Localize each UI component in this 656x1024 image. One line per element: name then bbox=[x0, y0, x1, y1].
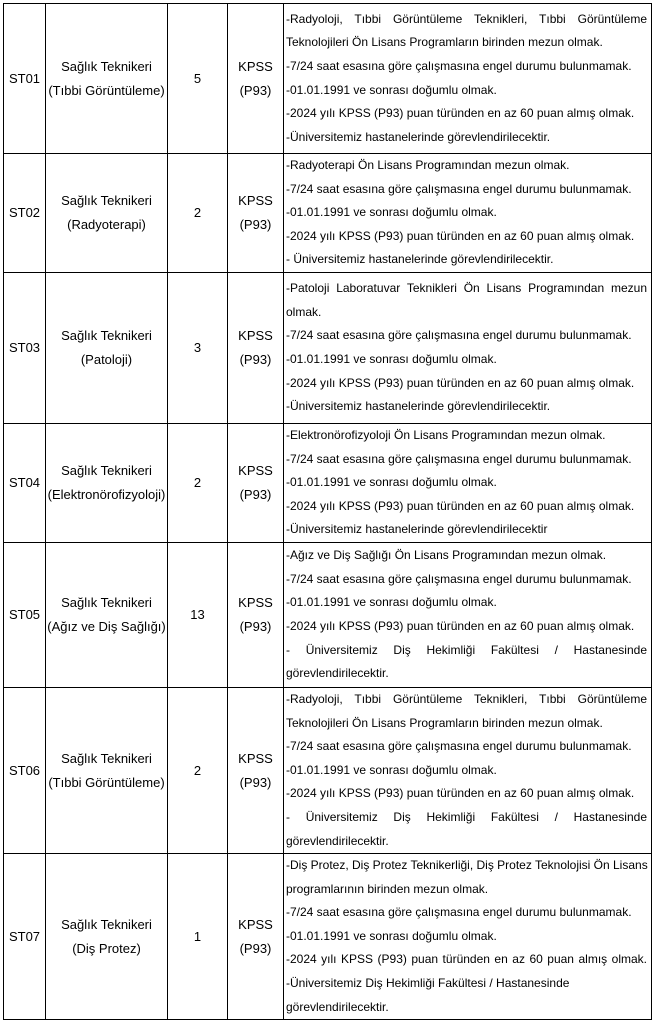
position-title-cell bbox=[46, 687, 168, 853]
requirements-cell bbox=[284, 423, 652, 542]
position-specialty: (Elektronörofizyoloji) bbox=[47, 486, 166, 502]
exam-score-type: (P93) bbox=[239, 774, 272, 790]
position-code: ST02 bbox=[4, 154, 46, 273]
position-quota: 13 bbox=[168, 542, 228, 687]
requirements-cell bbox=[284, 154, 652, 273]
position-title: Sağlık Teknikeri bbox=[61, 58, 152, 74]
requirement-line: -Üniversitemiz Diş Hekimliği Fakültesi / Hastanesinde bbox=[286, 976, 570, 991]
position-title: Sağlık Teknikeri bbox=[61, 462, 152, 478]
requirement-line: -01.01.1991 ve sonrası doğumlu olmak. bbox=[286, 205, 497, 220]
exam-type-cell bbox=[228, 154, 284, 273]
requirement-line: -Elektronörofizyoloji Ön Lisans Programından mezun olmak. bbox=[286, 427, 606, 442]
position-quota: 3 bbox=[168, 272, 228, 423]
positions-table-body bbox=[4, 4, 652, 1020]
requirement-line: -Üniversitemiz hastanelerinde görevlendirilecektir. bbox=[286, 399, 551, 414]
requirement-line: -01.01.1991 ve sonrası doğumlu olmak. bbox=[286, 351, 497, 366]
exam-type: KPSS bbox=[238, 462, 273, 478]
exam-type: KPSS bbox=[238, 58, 273, 74]
requirement-line: programlarının birinden mezun olmak. bbox=[286, 881, 489, 896]
position-specialty: (Tıbbi Görüntüleme) bbox=[48, 774, 165, 790]
requirement-line: -2024 yılı KPSS (P93) puan türünden en az 60 puan almış olmak. bbox=[286, 228, 635, 243]
requirements-cell bbox=[284, 272, 652, 423]
requirement-line: -2024 yılı KPSS (P93) puan türünden en az 60 puan almış olmak. bbox=[286, 618, 635, 633]
requirement-line: -2024 yılı KPSS (P93) puan türünden en az 60 puan almış olmak. bbox=[286, 375, 635, 390]
requirement-line: -Radyoterapi Ön Lisans Programından mezun olmak. bbox=[286, 158, 570, 172]
requirement-line: -Ağız ve Diş Sağlığı Ön Lisans Programından mezun olmak. bbox=[286, 548, 607, 563]
requirement-line: -01.01.1991 ve sonrası doğumlu olmak. bbox=[286, 595, 497, 610]
requirements-cell bbox=[284, 854, 652, 1020]
requirement-line: -Radyoloji, Tıbbi Görüntüleme Teknikleri, Tıbbi Görüntüleme bbox=[286, 691, 647, 706]
positions-table bbox=[3, 3, 652, 1020]
exam-type: KPSS bbox=[238, 192, 273, 208]
exam-score-type: (P93) bbox=[239, 486, 272, 502]
requirements-cell bbox=[284, 4, 652, 154]
position-specialty: (Patoloji) bbox=[80, 351, 133, 367]
position-quota: 2 bbox=[168, 687, 228, 853]
table-row bbox=[4, 4, 652, 154]
requirement-line: -01.01.1991 ve sonrası doğumlu olmak. bbox=[286, 762, 497, 777]
position-quota: 5 bbox=[168, 4, 228, 154]
requirements-cell bbox=[284, 687, 652, 853]
requirement-line: -Patoloji Laboratuvar Teknikleri Ön Lisans Programından mezun bbox=[286, 281, 647, 296]
table-row bbox=[4, 272, 652, 423]
exam-type-cell bbox=[228, 423, 284, 542]
position-quota: 1 bbox=[168, 854, 228, 1020]
requirement-line: -7/24 saat esasına göre çalışmasına engel durumu bulunmamak. bbox=[286, 328, 632, 343]
requirement-line: -7/24 saat esasına göre çalışmasına engel durumu bulunmamak. bbox=[286, 58, 632, 73]
position-title-cell bbox=[46, 272, 168, 423]
requirement-line: görevlendirilecektir. bbox=[286, 666, 389, 681]
exam-score-type: (P93) bbox=[239, 940, 272, 956]
requirement-line: -Üniversitemiz hastanelerinde görevlendirilecektir. bbox=[286, 129, 551, 144]
requirement-line: -01.01.1991 ve sonrası doğumlu olmak. bbox=[286, 475, 497, 490]
requirement-line: -2024 yılı KPSS (P93) puan türünden en az 60 puan almış olmak. bbox=[286, 952, 647, 967]
position-title: Sağlık Teknikeri bbox=[61, 594, 152, 610]
requirement-line: Teknolojileri Ön Lisans Programların birinden mezun olmak. bbox=[286, 35, 603, 50]
requirement-line: -Diş Protez, Diş Protez Teknikerliği, Diş Protez Teknolojisi Ön Lisans bbox=[286, 858, 648, 873]
position-quota: 2 bbox=[168, 154, 228, 273]
position-code: ST05 bbox=[4, 542, 46, 687]
table-row bbox=[4, 854, 652, 1020]
table-row bbox=[4, 687, 652, 853]
position-code: ST04 bbox=[4, 423, 46, 542]
position-title: Sağlık Teknikeri bbox=[61, 192, 152, 208]
exam-type-cell bbox=[228, 4, 284, 154]
requirement-line: -7/24 saat esasına göre çalışmasına engel durumu bulunmamak. bbox=[286, 739, 632, 754]
position-specialty: (Ağız ve Diş Sağlığı) bbox=[47, 618, 166, 634]
requirement-line: olmak. bbox=[286, 304, 322, 319]
position-code: ST07 bbox=[4, 854, 46, 1020]
exam-type-cell bbox=[228, 272, 284, 423]
requirements-cell bbox=[284, 542, 652, 687]
position-quota: 2 bbox=[168, 423, 228, 542]
table-row bbox=[4, 423, 652, 542]
requirement-line: -7/24 saat esasına göre çalışmasına engel durumu bulunmamak. bbox=[286, 451, 632, 466]
exam-type: KPSS bbox=[238, 594, 273, 610]
requirement-line: -7/24 saat esasına göre çalışmasına engel durumu bulunmamak. bbox=[286, 905, 632, 920]
position-title-cell bbox=[46, 542, 168, 687]
position-code: ST03 bbox=[4, 272, 46, 423]
requirement-line: -01.01.1991 ve sonrası doğumlu olmak. bbox=[286, 928, 497, 943]
requirement-line: - Üniversitemiz Diş Hekimliği Fakültesi / Hastanesinde bbox=[286, 642, 647, 657]
position-title: Sağlık Teknikeri bbox=[61, 327, 152, 343]
exam-score-type: (P93) bbox=[239, 216, 272, 232]
exam-score-type: (P93) bbox=[239, 618, 272, 634]
exam-score-type: (P93) bbox=[239, 351, 272, 367]
requirement-line: -7/24 saat esasına göre çalışmasına engel durumu bulunmamak. bbox=[286, 181, 632, 196]
position-title: Sağlık Teknikeri bbox=[61, 916, 152, 932]
position-code: ST06 bbox=[4, 687, 46, 853]
requirement-line: -2024 yılı KPSS (P93) puan türünden en az 60 puan almış olmak. bbox=[286, 498, 635, 513]
position-title-cell bbox=[46, 423, 168, 542]
requirement-line: -7/24 saat esasına göre çalışmasına engel durumu bulunmamak. bbox=[286, 571, 632, 586]
requirement-line: -Radyoloji, Tıbbi Görüntüleme Teknikleri, Tıbbi Görüntüleme bbox=[286, 11, 647, 26]
table-row bbox=[4, 542, 652, 687]
requirement-line: -01.01.1991 ve sonrası doğumlu olmak. bbox=[286, 82, 497, 97]
position-specialty: (Tıbbi Görüntüleme) bbox=[48, 82, 165, 98]
exam-score-type: (P93) bbox=[239, 82, 272, 98]
position-code: ST01 bbox=[4, 4, 46, 154]
position-specialty: (Radyoterapi) bbox=[67, 216, 146, 232]
exam-type-cell bbox=[228, 542, 284, 687]
requirement-line: görevlendirilecektir. bbox=[286, 833, 389, 848]
position-title-cell bbox=[46, 154, 168, 273]
requirement-line: -Üniversitemiz hastanelerinde görevlendirilecektir bbox=[286, 522, 548, 537]
position-specialty: (Diş Protez) bbox=[72, 940, 141, 956]
exam-type: KPSS bbox=[238, 327, 273, 343]
exam-type-cell bbox=[228, 854, 284, 1020]
requirement-line: Teknolojileri Ön Lisans Programların birinden mezun olmak. bbox=[286, 715, 603, 730]
position-title: Sağlık Teknikeri bbox=[61, 750, 152, 766]
exam-type: KPSS bbox=[238, 916, 273, 932]
requirement-line: -2024 yılı KPSS (P93) puan türünden en az 60 puan almış olmak. bbox=[286, 786, 635, 801]
requirement-line: görevlendirilecektir. bbox=[286, 999, 389, 1014]
requirement-line: -2024 yılı KPSS (P93) puan türünden en az 60 puan almış olmak. bbox=[286, 106, 635, 121]
position-title-cell bbox=[46, 854, 168, 1020]
exam-type-cell bbox=[228, 687, 284, 853]
requirement-line: - Üniversitemiz hastanelerinde görevlendirilecektir. bbox=[286, 252, 554, 267]
requirement-line: - Üniversitemiz Diş Hekimliği Fakültesi / Hastanesinde bbox=[286, 809, 647, 824]
position-title-cell bbox=[46, 4, 168, 154]
table-row bbox=[4, 154, 652, 273]
exam-type: KPSS bbox=[238, 750, 273, 766]
